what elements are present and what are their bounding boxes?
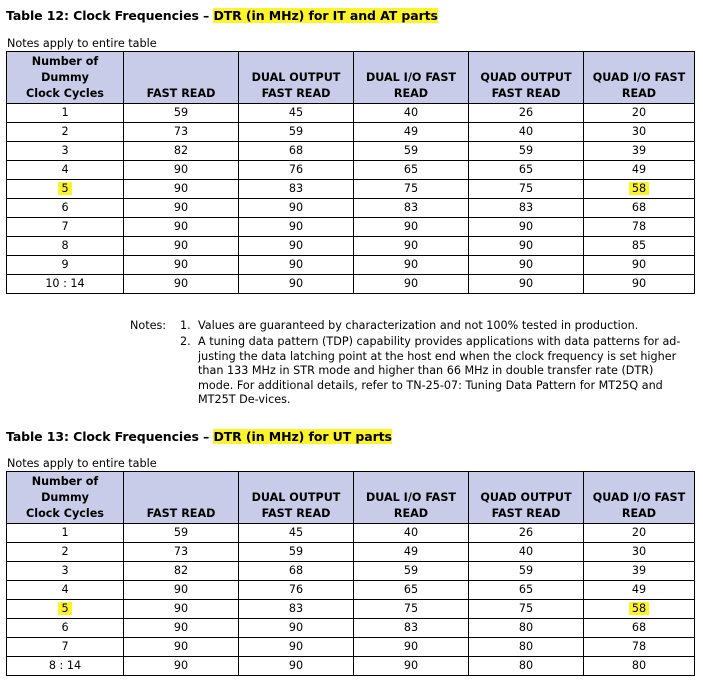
table-cell [469,199,584,218]
table-cell [7,199,124,218]
header-line: FAST READ [261,87,331,100]
cell-value: 80 [518,640,534,653]
cell-value: 59 [518,564,534,577]
cell-value: 8 : 14 [48,659,82,672]
header-line: READ [621,507,657,520]
cell-value: 82 [173,564,189,577]
table12-header-col4 [469,52,584,104]
table-cell [239,142,354,161]
table12 [6,51,695,294]
table-cell [469,237,584,256]
table-cell [124,142,239,161]
cell-value: 90 [403,659,419,672]
cell-value: 90 [173,640,189,653]
table-cell [239,199,354,218]
cell-value: 82 [173,144,189,157]
table-cell [354,524,469,543]
table13-title-prefix: Table 13: Clock Frequencies – [6,429,214,444]
table-cell [7,543,124,562]
cell-value: 73 [173,545,189,558]
cell-value: 2 [61,125,69,138]
table-cell [584,581,695,600]
cell-value: 30 [631,545,647,558]
table-cell [584,275,695,294]
header-line: FAST READ [491,87,561,100]
table-cell [124,619,239,638]
table-cell [124,562,239,581]
note-2-number: 2. [180,335,191,348]
table-cell [239,161,354,180]
cell-value: 75 [403,602,419,615]
cell-value: 7 [61,220,69,233]
table13-header-col2 [239,472,354,524]
table-cell [354,619,469,638]
cell-value: 80 [518,621,534,634]
cell-value: 90 [631,277,647,290]
table-cell [7,123,124,142]
cell-value: 49 [403,125,419,138]
table-cell [7,562,124,581]
table-cell [7,104,124,123]
header-line: READ [393,507,429,520]
header-line: Clock Cycles [26,87,104,100]
cell-value: 83 [288,602,304,615]
table-cell [584,638,695,657]
cell-value: 90 [518,220,534,233]
header-line: Dummy [41,71,89,84]
table-cell [469,256,584,275]
table-row [7,123,695,142]
cell-value: 2 [61,545,69,558]
cell-value: 80 [518,659,534,672]
table-row [7,218,695,237]
cell-value: 49 [631,583,647,596]
table13-header-col1 [124,472,239,524]
table-cell [354,180,469,199]
table-row [7,543,695,562]
table-cell [584,142,695,161]
cell-value: 4 [61,163,69,176]
table-cell [239,104,354,123]
table12-header-col1 [124,52,239,104]
table-cell [124,638,239,657]
table-cell [124,657,239,676]
table-cell [7,581,124,600]
table-cell [354,600,469,619]
cell-value: 59 [173,106,189,119]
cell-value: 4 [61,583,69,596]
cell-value: 90 [631,258,647,271]
table-cell [469,638,584,657]
table13-header-row [7,472,695,524]
table-cell [124,199,239,218]
cell-value: 58 [629,602,649,615]
table-cell [469,180,584,199]
table-cell [239,581,354,600]
table-cell [7,275,124,294]
note-1-number: 1. [180,319,191,332]
cell-value: 59 [403,144,419,157]
table-cell [7,524,124,543]
cell-value: 49 [403,545,419,558]
table-cell [124,218,239,237]
table-cell [239,237,354,256]
cell-value: 90 [173,182,189,195]
table-cell [469,218,584,237]
cell-value: 5 [58,182,71,195]
table-cell [7,180,124,199]
table-cell [584,161,695,180]
cell-value: 9 [61,258,69,271]
cell-value: 90 [288,640,304,653]
cell-value: 90 [403,239,419,252]
cell-value: 83 [403,621,419,634]
header-line: Dummy [41,491,89,504]
table-row [7,275,695,294]
table-row [7,581,695,600]
header-line: DUAL OUTPUT [251,491,341,504]
table-cell [124,180,239,199]
cell-value: 65 [518,583,534,596]
table-cell [124,543,239,562]
table-cell [354,657,469,676]
table-cell [239,600,354,619]
table-row [7,600,695,619]
table-cell [469,657,584,676]
table-cell [7,657,124,676]
table-cell [124,600,239,619]
cell-value: 40 [518,125,534,138]
cell-value: 68 [631,201,647,214]
table-cell [239,218,354,237]
cell-value: 78 [631,220,647,233]
table-cell [354,638,469,657]
table-cell [354,161,469,180]
table-cell [469,161,584,180]
cell-value: 90 [173,659,189,672]
table-cell [124,104,239,123]
cell-value: 3 [61,564,69,577]
table13 [6,471,695,676]
table-cell [469,581,584,600]
table-cell [469,600,584,619]
table-row [7,161,695,180]
table-row [7,199,695,218]
table-cell [584,104,695,123]
table-cell [124,256,239,275]
cell-value: 90 [173,583,189,596]
table-cell [354,218,469,237]
cell-value: 49 [631,163,647,176]
cell-value: 83 [518,201,534,214]
header-line: FAST READ [146,507,216,520]
cell-value: 90 [403,258,419,271]
cell-value: 90 [173,602,189,615]
table-cell [354,562,469,581]
cell-value: 65 [403,163,419,176]
header-line: Number of [31,475,99,488]
table-cell [124,237,239,256]
table-cell [584,180,695,199]
table-cell [584,657,695,676]
cell-value: 75 [518,602,534,615]
cell-value: 39 [631,564,647,577]
cell-value: 90 [173,258,189,271]
cell-value: 90 [288,220,304,233]
table13-header-col3 [354,472,469,524]
table-cell [7,619,124,638]
table-cell [584,562,695,581]
cell-value: 1 [61,106,69,119]
cell-value: 83 [288,182,304,195]
table-cell [239,180,354,199]
cell-value: 26 [518,526,534,539]
header-line: QUAD OUTPUT [480,491,572,504]
cell-value: 68 [631,621,647,634]
table-cell [7,142,124,161]
cell-value: 45 [288,106,304,119]
table-cell [469,123,584,142]
table-cell [239,275,354,294]
cell-value: 68 [288,144,304,157]
header-line: FAST READ [146,87,216,100]
table13-title [6,429,392,444]
table-cell [469,275,584,294]
table-cell [124,161,239,180]
table-cell [584,619,695,638]
table13-notes-apply: Notes apply to entire table [7,457,157,470]
cell-value: 90 [403,277,419,290]
cell-value: 6 [61,201,69,214]
cell-value: 59 [403,564,419,577]
table-cell [124,123,239,142]
cell-value: 75 [518,182,534,195]
table12-title [6,8,438,23]
table12-header-col0 [7,52,124,104]
header-line: QUAD OUTPUT [480,71,572,84]
cell-value: 65 [518,163,534,176]
table-row [7,562,695,581]
cell-value: 90 [288,659,304,672]
cell-value: 90 [288,621,304,634]
cell-value: 40 [518,545,534,558]
table-cell [7,600,124,619]
cell-value: 90 [518,258,534,271]
note-1-text: Values are guaranteed by characterization and not 100% tested in production. [198,319,639,332]
cell-value: 76 [288,163,304,176]
table-cell [239,657,354,676]
header-line: Number of [31,55,99,68]
cell-value: 6 [61,621,69,634]
table-row [7,524,695,543]
cell-value: 8 [61,239,69,252]
table-cell [469,619,584,638]
cell-value: 76 [288,583,304,596]
cell-value: 59 [288,545,304,558]
table-cell [469,142,584,161]
cell-value: 39 [631,144,647,157]
cell-value: 40 [403,526,419,539]
cell-value: 83 [403,201,419,214]
cell-value: 90 [288,277,304,290]
table-cell [239,123,354,142]
cell-value: 90 [403,640,419,653]
cell-value: 26 [518,106,534,119]
cell-value: 85 [631,239,647,252]
table-cell [239,638,354,657]
table-cell [584,237,695,256]
cell-value: 40 [403,106,419,119]
table12-title-prefix: Table 12: Clock Frequencies – [6,8,214,23]
table-cell [354,581,469,600]
cell-value: 78 [631,640,647,653]
cell-value: 90 [518,239,534,252]
cell-value: 5 [58,602,71,615]
table-cell [124,581,239,600]
table-cell [354,543,469,562]
cell-value: 90 [288,239,304,252]
header-line: QUAD I/O FAST [592,71,686,84]
header-line: DUAL I/O FAST [365,71,457,84]
header-line: FAST READ [261,507,331,520]
table12-header-col3 [354,52,469,104]
table-cell [124,524,239,543]
table-row [7,657,695,676]
header-line: READ [393,87,429,100]
cell-value: 59 [518,144,534,157]
table-cell [469,104,584,123]
table-cell [354,237,469,256]
table-cell [584,256,695,275]
cell-value: 59 [288,125,304,138]
table13-header-col5 [584,472,695,524]
table-row [7,142,695,161]
table-cell [354,104,469,123]
cell-value: 90 [173,220,189,233]
cell-value: 90 [518,277,534,290]
header-line: QUAD I/O FAST [592,491,686,504]
cell-value: 90 [173,201,189,214]
table-cell [354,123,469,142]
table-row [7,237,695,256]
table-cell [239,562,354,581]
cell-value: 73 [173,125,189,138]
table-row [7,180,695,199]
table-cell [124,275,239,294]
cell-value: 90 [288,258,304,271]
cell-value: 90 [173,163,189,176]
table-cell [354,275,469,294]
table12-notes-apply: Notes apply to entire table [7,37,157,50]
table-cell [469,543,584,562]
header-line: DUAL OUTPUT [251,71,341,84]
table-cell [469,524,584,543]
table-cell [239,524,354,543]
cell-value: 90 [173,277,189,290]
note-2-text: A tuning data pattern (TDP) capability provides applications with data patterns for ad-justing the data latching point at the host end when the clock frequency is set higher than 133 MHz in STR mode and higher than 66 MHz in double transfer rate (DTR) mode. For additional details, refer to TN-25-07: Tuning Data Pattern for MT25Q and MT25T De-vices. [198,335,681,407]
table-cell [239,619,354,638]
table-cell [7,218,124,237]
table-row [7,256,695,275]
table12-header-col5 [584,52,695,104]
table-cell [584,199,695,218]
cell-value: 90 [403,220,419,233]
cell-value: 20 [631,106,647,119]
cell-value: 90 [173,621,189,634]
cell-value: 75 [403,182,419,195]
cell-value: 45 [288,526,304,539]
table-cell [584,600,695,619]
cell-value: 65 [403,583,419,596]
table-cell [239,256,354,275]
cell-value: 7 [61,640,69,653]
table-cell [7,237,124,256]
table-row [7,638,695,657]
table-cell [584,524,695,543]
table-cell [584,123,695,142]
cell-value: 90 [288,201,304,214]
table12-header-row [7,52,695,104]
table13-header-col0 [7,472,124,524]
table13-title-highlight: DTR (in MHz) for UT parts [213,429,392,444]
table-row [7,619,695,638]
cell-value: 59 [173,526,189,539]
cell-value: 58 [629,182,649,195]
table12-header-col2 [239,52,354,104]
table-cell [469,562,584,581]
notes-label: Notes: [130,319,167,332]
table-cell [7,256,124,275]
table13-header-col4 [469,472,584,524]
header-line: FAST READ [491,507,561,520]
header-line: Clock Cycles [26,507,104,520]
table-cell [239,543,354,562]
cell-value: 3 [61,144,69,157]
table-cell [584,218,695,237]
cell-value: 68 [288,564,304,577]
table-row [7,104,695,123]
table12-title-highlight: DTR (in MHz) for IT and AT parts [213,8,438,23]
table-cell [584,543,695,562]
table-cell [354,199,469,218]
table-cell [354,142,469,161]
table-cell [7,161,124,180]
header-line: DUAL I/O FAST [365,491,457,504]
table-cell [7,638,124,657]
header-line: READ [621,87,657,100]
cell-value: 1 [61,526,69,539]
cell-value: 10 : 14 [45,277,85,290]
cell-value: 90 [173,239,189,252]
cell-value: 80 [631,659,647,672]
table-cell [354,256,469,275]
cell-value: 20 [631,526,647,539]
cell-value: 30 [631,125,647,138]
